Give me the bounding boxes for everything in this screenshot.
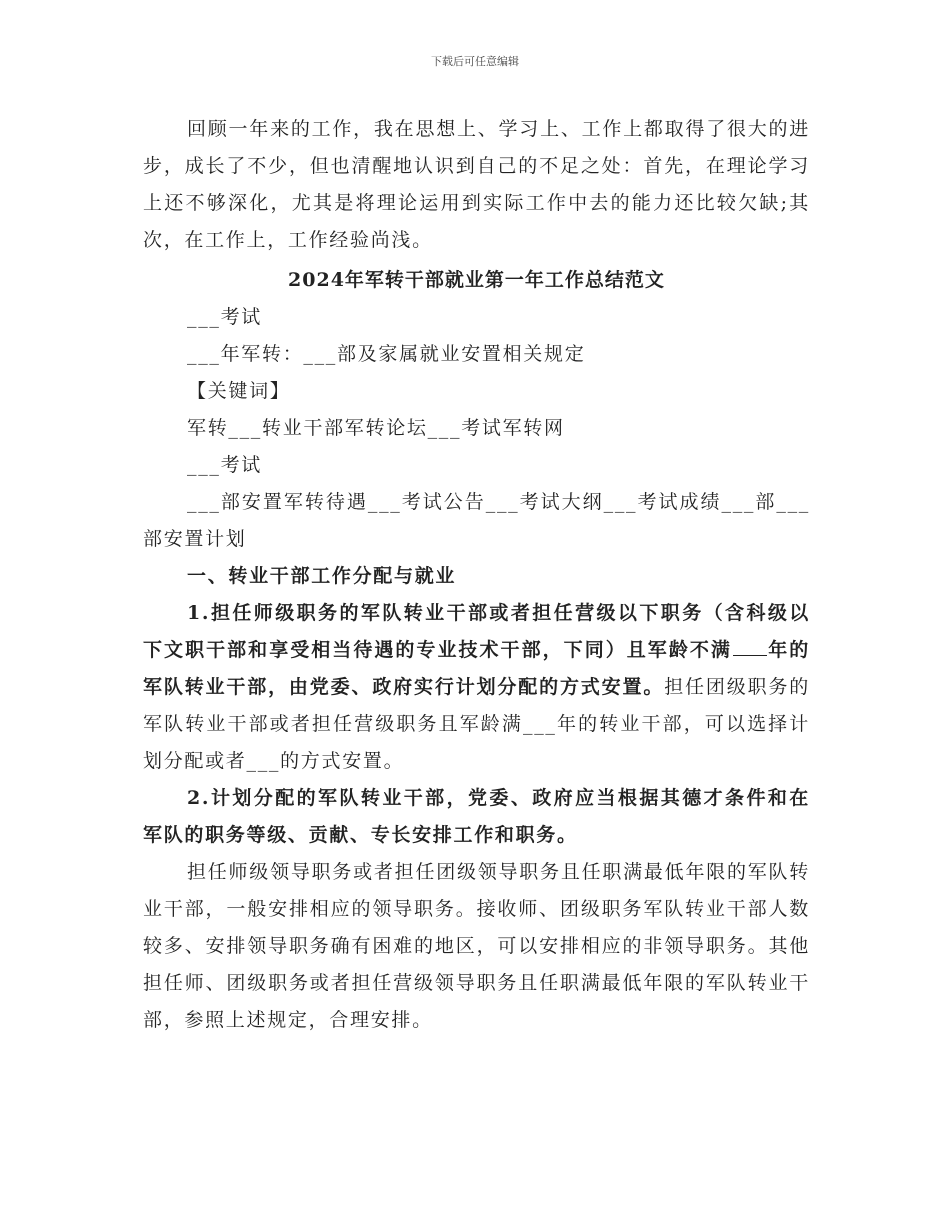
item-1-normal-text: 担任团级职务的军队转业干部或者担任营级职务且军龄满___年的转业干部，可以选择计划分配或者___的方式安置。 — [143, 676, 810, 772]
section-1-item-2: 2.计划分配的军队转业干部，党委、政府应当根据其德才条件和在军队的职务等级、贡献、专长安排工作和职务。 — [143, 787, 810, 846]
section-1-item-2-paragraph: 担任师级领导职务或者担任团级领导职务且任职满最低年限的军队转业干部，一般安排相应的领导职务。接收师、团级职务军队转业干部人数较多、安排领导职务确有困难的地区，可以安排相应的非领导职务。其他担任师、团级职务或者担任营级领导职务且任职满最低年限的军队转业干部，参照上述规定，合理安排。 — [143, 861, 810, 1031]
intro-paragraph: 回顾一年来的工作，我在思想上、学习上、工作上都取得了很大的进步，成长了不少，但也清醒地认识到自己的不足之处：首先，在理论学习上还不够深化，尤其是将理论运用到实际工作中去的能力还比较欠缺;其次，在工作上，工作经验尚浅。 — [143, 118, 810, 251]
page-header: 下载后可任意编辑 — [431, 55, 519, 68]
section-1-item-1 — [143, 595, 810, 780]
exam-line-1: ___考试 — [187, 306, 263, 328]
item-1-bold-text-b: 年的军队转业干部，由党委、政府实行计划分配的方式安置。 — [143, 639, 810, 698]
policy-line: ___年军转：___部及家属就业安置相关规定 — [187, 343, 586, 365]
keywords-line: 军转___转业干部军转论坛___考试军转网 — [187, 417, 565, 439]
document-body — [143, 111, 810, 1039]
document-title: 2024年军转干部就业第一年工作总结范文 — [288, 269, 665, 291]
keywords-label: 【关键词】 — [187, 380, 291, 402]
item-1-bold-text-a: 1.担任师级职务的军队转业干部或者担任营级以下职务（含科级以下文职干部和享受相当待遇的专业技术干部，下同）且军龄不满 — [143, 602, 810, 661]
related-links-line: ___部安置军转待遇___考试公告___考试大纲___考试成绩___部___部安置计划 — [143, 491, 810, 550]
blank-underline — [733, 654, 767, 656]
section-1-heading: 一、转业干部工作分配与就业 — [187, 565, 457, 587]
exam-line-2: ___考试 — [187, 454, 263, 476]
